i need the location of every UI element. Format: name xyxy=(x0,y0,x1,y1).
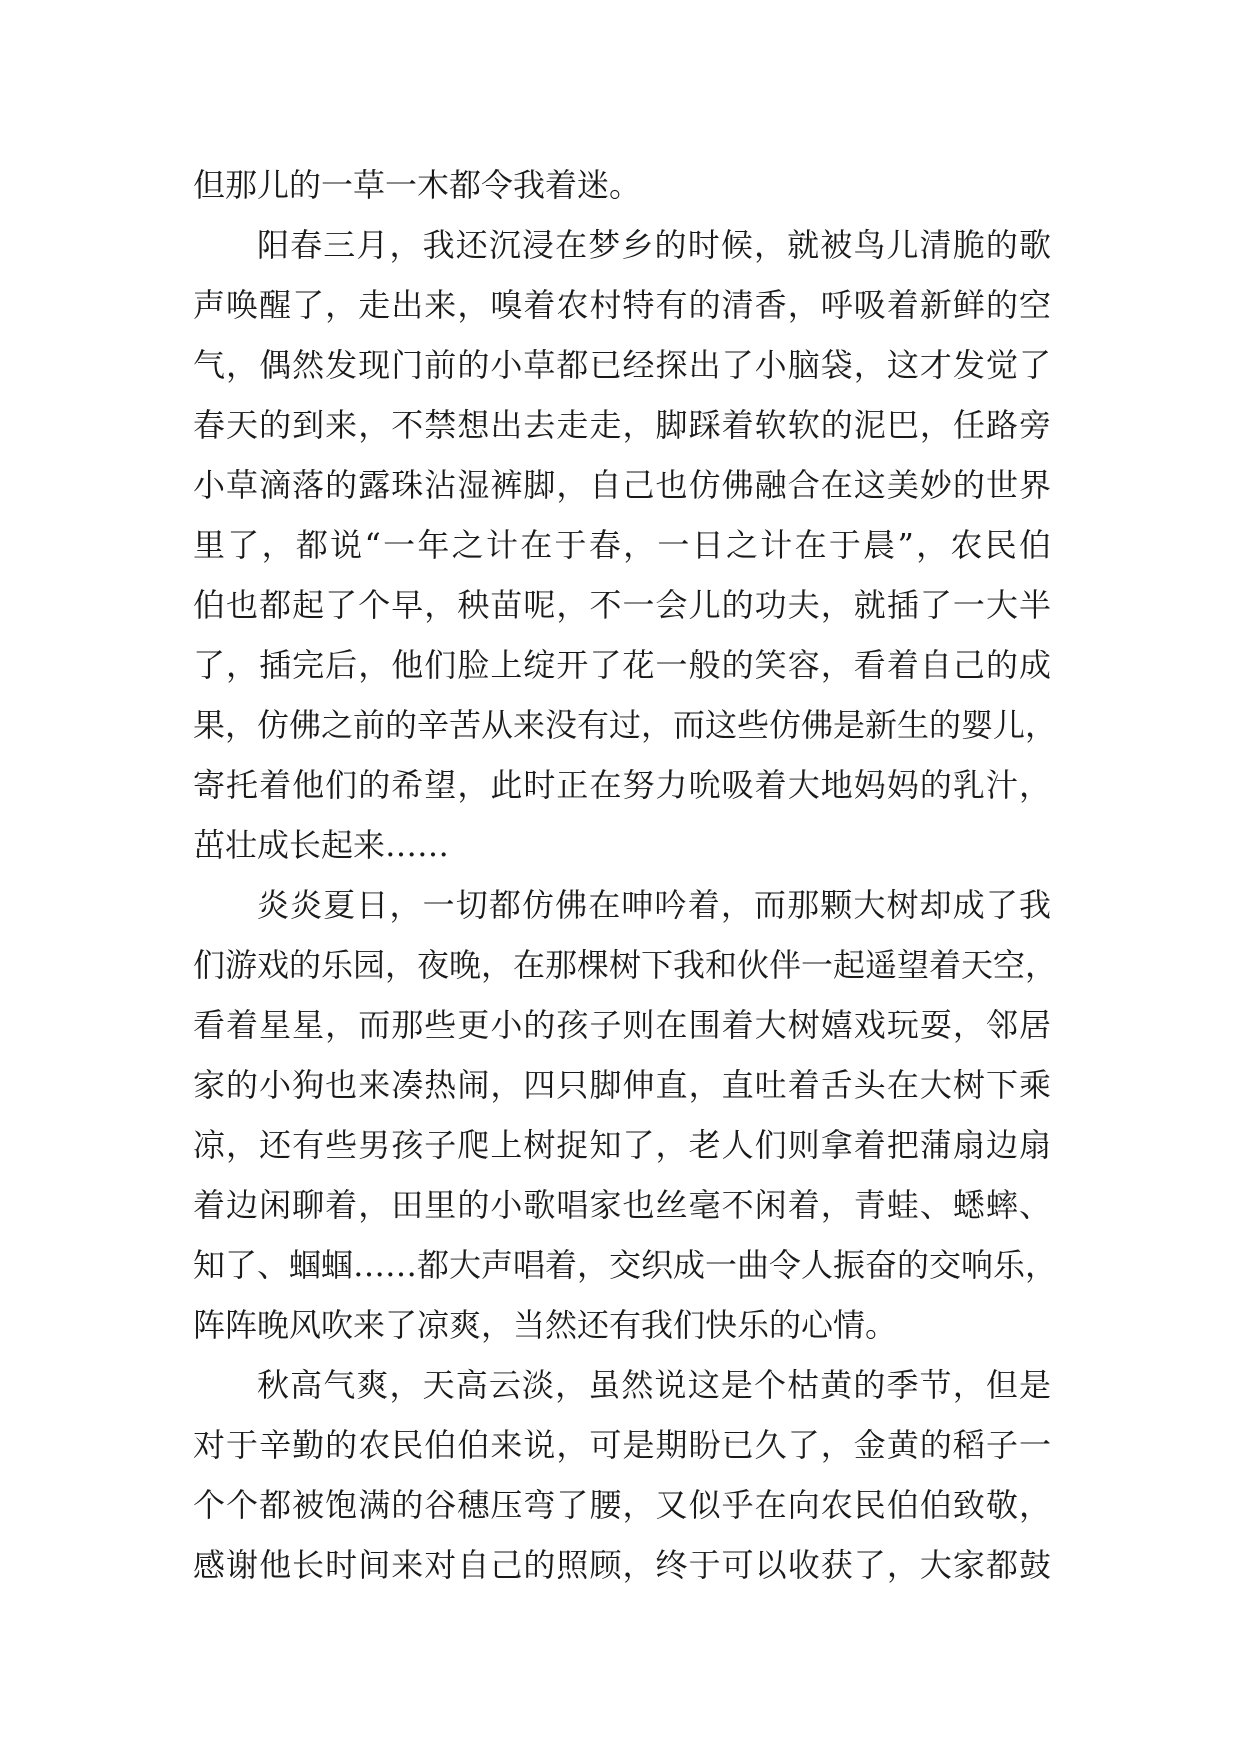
text-line: 们游戏的乐园，夜晚，在那棵树下我和伙伴一起遥望着天空， xyxy=(193,946,1058,984)
text-line: 春天的到来，不禁想出去走走，脚踩着软软的泥巴，任路旁 xyxy=(193,406,1051,444)
text-line: 里了，都说“一年之计在于春，一日之计在于晨”，农民伯 xyxy=(193,526,1051,564)
text-line: 凉，还有些男孩子爬上树捉知了，老人们则拿着把蒲扇边扇 xyxy=(193,1126,1051,1164)
text-line: 家的小狗也来凑热闹，四只脚伸直，直吐着舌头在大树下乘 xyxy=(193,1066,1051,1104)
text-line: 声唤醒了，走出来，嗅着农村特有的清香，呼吸着新鲜的空 xyxy=(193,286,1051,324)
text-line: 寄托着他们的希望，此时正在努力吮吸着大地妈妈的乳汁， xyxy=(193,766,1051,804)
text-line: 气，偶然发现门前的小草都已经探出了小脑袋，这才发觉了 xyxy=(193,346,1051,384)
text-line: 但那儿的一草一木都令我着迷。 xyxy=(193,166,642,204)
paragraph-first-line: 炎炎夏日，一切都仿佛在呻吟着，而那颗大树却成了我 xyxy=(257,886,1051,924)
text-line: 阵阵晚风吹来了凉爽，当然还有我们快乐的心情。 xyxy=(193,1306,898,1344)
text-line: 了，插完后，他们脸上绽开了花一般的笑容，看着自己的成 xyxy=(193,646,1051,684)
text-line: 伯也都起了个早，秧苗呢，不一会儿的功夫，就插了一大半 xyxy=(193,586,1051,624)
text-line: 看着星星，而那些更小的孩子则在围着大树嬉戏玩耍，邻居 xyxy=(193,1006,1051,1044)
text-line: 茁壮成长起来…… xyxy=(193,826,450,864)
text-line: 个个都被饱满的谷穗压弯了腰，又似乎在向农民伯伯致敬， xyxy=(193,1486,1051,1524)
text-line: 着边闲聊着，田里的小歌唱家也丝毫不闲着，青蛙、蟋蟀、 xyxy=(193,1186,1051,1224)
paragraph-first-line: 秋高气爽，天高云淡，虽然说这是个枯黄的季节，但是 xyxy=(257,1366,1051,1404)
text-line: 知了、蝈蝈……都大声唱着，交织成一曲令人振奋的交响乐， xyxy=(193,1246,1058,1284)
paragraph-first-line: 阳春三月，我还沉浸在梦乡的时候，就被鸟儿清脆的歌 xyxy=(257,226,1051,264)
text-line: 感谢他长时间来对自己的照顾，终于可以收获了，大家都鼓 xyxy=(193,1546,1051,1584)
body-text xyxy=(193,155,1058,1595)
text-line: 果，仿佛之前的辛苦从来没有过，而这些仿佛是新生的婴儿， xyxy=(193,706,1058,744)
text-line: 对于辛勤的农民伯伯来说，可是期盼已久了，金黄的稻子一 xyxy=(193,1426,1051,1464)
text-line: 小草滴落的露珠沾湿裤脚，自己也仿佛融合在这美妙的世界 xyxy=(193,466,1051,504)
